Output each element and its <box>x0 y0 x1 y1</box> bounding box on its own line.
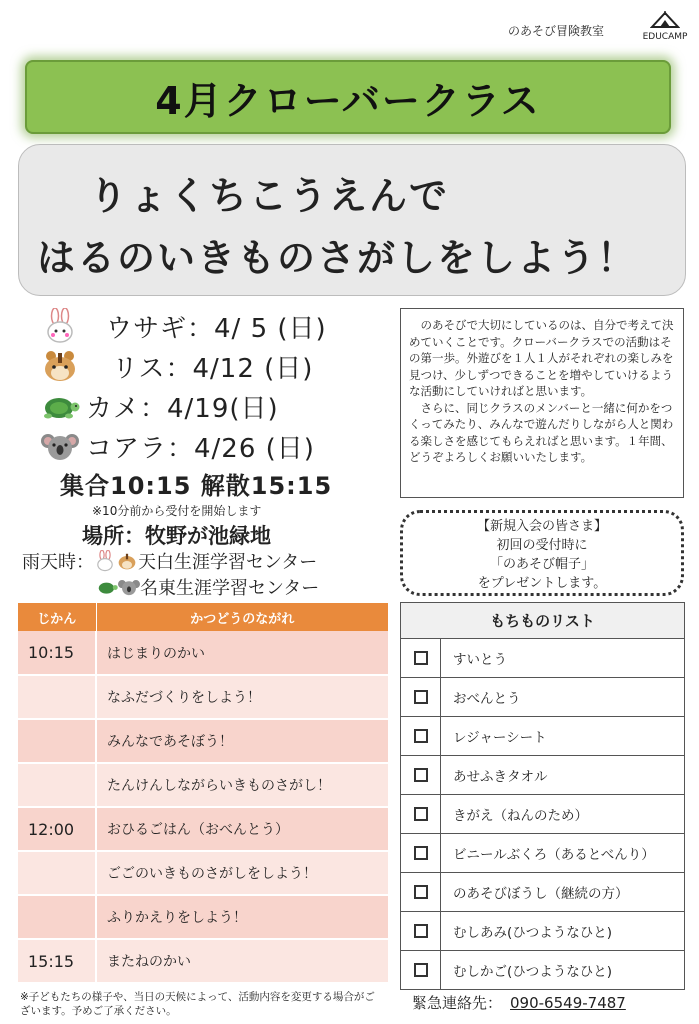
packing-list-item <box>401 834 685 873</box>
schedule-activity: みんなであそぼう！ <box>96 719 388 763</box>
rain-venue-2 <box>96 574 319 600</box>
chipmunk-icon <box>116 550 138 572</box>
item-label: レジャーシート <box>441 717 685 756</box>
headline-line-2: はるのいきものさがしをしよう！ <box>37 236 638 280</box>
koala-icon <box>40 428 80 464</box>
schedule-time <box>18 851 96 895</box>
headline-line-1: りょくちこうえんで <box>89 174 450 218</box>
educamp-logo <box>636 10 694 42</box>
packing-list-item <box>401 951 685 990</box>
schedule-activity: ごごのいきものさがしをしよう！ <box>96 851 388 895</box>
rabbit-icon <box>40 308 80 344</box>
date-text: カメ：4/19(日) <box>86 393 279 424</box>
date-text: コアラ：4/26 (日) <box>86 433 315 464</box>
schedule-row <box>18 675 388 719</box>
emergency-phone-link[interactable]: 090-6549-7487 <box>510 994 626 1012</box>
schedule-row <box>18 719 388 763</box>
intro-paragraph-1: のあそびで大切にしているのは、自分で考えて決めていくことです。クローバークラスでの活動はその第一歩。外遊びを１人１人がそれぞれの楽しみを見つけ、少しずつできることを増やしていけるような活動にしていければと思います。 <box>409 318 674 398</box>
schedule-row <box>18 895 388 939</box>
intro-box <box>400 308 684 498</box>
date-row <box>40 426 380 466</box>
checkbox[interactable] <box>414 690 428 704</box>
packing-list-item <box>401 717 685 756</box>
time-column-header: じかん <box>18 603 96 631</box>
date-text: ウサギ：4/ 5 (日) <box>106 313 327 344</box>
koala-icon <box>118 576 140 598</box>
date-row <box>40 346 380 386</box>
schedule-time <box>18 719 96 763</box>
item-label: きがえ（ねんのため） <box>441 795 685 834</box>
schedule-row <box>18 763 388 807</box>
packing-list-header-row <box>401 603 685 639</box>
schedule-table <box>18 603 388 984</box>
checkbox[interactable] <box>414 729 428 743</box>
chipmunk-icon <box>40 348 80 384</box>
schedule-time <box>18 895 96 939</box>
date-row <box>40 306 380 346</box>
packing-list-item <box>401 639 685 678</box>
intro-paragraph-2: さらに、同じクラスのメンバーと一緒に何かをつくってみたり、みんなで遊んだりしながら人と関わる楽しさを感じてもらえればと思います。１年間、どうぞよろしくお願いいたします。 <box>409 400 674 464</box>
date-text: リス：4/12 (日) <box>112 353 314 384</box>
organizer-name: のあそび冒険教室 <box>508 24 605 38</box>
date-row <box>40 386 380 426</box>
class-title: 4月クローバークラス <box>155 78 541 123</box>
checkbox[interactable] <box>414 651 428 665</box>
schedule-footnote: ※子どもたちの様子や、当日の天候によって、活動内容を変更する場合がございます。予めご了承ください。 <box>20 991 375 1017</box>
packing-list-item <box>401 756 685 795</box>
schedule-time <box>18 675 96 719</box>
item-label: すいとう <box>441 639 685 678</box>
packing-list-item <box>401 873 685 912</box>
emergency-label: 緊急連絡先： <box>412 994 503 1012</box>
schedule-activity: なふだづくりをしよう！ <box>96 675 388 719</box>
rain-label: 雨天時： <box>22 552 94 573</box>
item-label: むしあみ(ひつようなひと) <box>441 912 685 951</box>
emergency-contact <box>412 992 626 1013</box>
schedule-row <box>18 851 388 895</box>
schedule-row <box>18 939 388 983</box>
packing-list-item <box>401 912 685 951</box>
notice-line-3: 「のあそび帽子」 <box>489 557 594 572</box>
schedule-activity: はじまりのかい <box>96 631 388 675</box>
checkbox[interactable] <box>414 885 428 899</box>
rain-center-1: 天白生涯学習センター <box>138 552 318 573</box>
class-title-banner <box>25 60 671 134</box>
rain-center-2: 名東生涯学習センター <box>140 578 320 599</box>
new-member-notice <box>400 510 684 596</box>
reception-note: ※10分前から受付を開始します <box>92 504 262 518</box>
item-label: むしかご(ひつようなひと) <box>441 951 685 990</box>
schedule-row <box>18 807 388 851</box>
packing-list <box>400 602 685 990</box>
packing-list-title: もちものリスト <box>401 603 685 639</box>
schedule-header-row <box>18 603 388 631</box>
schedule-activity: またねのかい <box>96 939 388 983</box>
packing-list-item <box>401 795 685 834</box>
notice-line-2: 初回の受付時に <box>496 538 588 553</box>
schedule-activity: ふりかえりをしよう！ <box>96 895 388 939</box>
rabbit-icon <box>94 550 116 572</box>
meeting-time: 集合10:15 解散15:15 <box>60 472 333 500</box>
brand-name: EDUCAMP <box>642 32 688 42</box>
event-headline <box>18 144 686 296</box>
mountain-logo-icon <box>650 10 680 28</box>
schedule-row <box>18 631 388 675</box>
schedule-time: 15:15 <box>18 939 96 983</box>
checkbox[interactable] <box>414 963 428 977</box>
item-label: あせふきタオル <box>441 756 685 795</box>
item-label: おべんとう <box>441 678 685 717</box>
schedule-time <box>18 763 96 807</box>
schedule-activity: たんけんしながらいきものさがし！ <box>96 763 388 807</box>
checkbox[interactable] <box>414 924 428 938</box>
item-label: のあそびぼうし（継続の方） <box>441 873 685 912</box>
rain-venue-1 <box>22 548 317 574</box>
notice-line-4: をプレゼントします。 <box>477 576 607 591</box>
turtle-icon <box>40 388 80 424</box>
checkbox[interactable] <box>414 768 428 782</box>
activity-column-header: かつどうのながれ <box>96 603 388 631</box>
notice-line-1: 【新規入会の皆さま】 <box>476 519 607 534</box>
checkbox[interactable] <box>414 807 428 821</box>
checkbox[interactable] <box>414 846 428 860</box>
item-label: ビニールぶくろ（あるとべんり） <box>441 834 685 873</box>
turtle-icon <box>96 576 118 598</box>
schedule-time: 10:15 <box>18 631 96 675</box>
schedule-time: 12:00 <box>18 807 96 851</box>
meeting-place: 場所：牧野が池緑地 <box>82 524 271 548</box>
date-list <box>40 306 380 466</box>
schedule-activity: おひるごはん（おべんとう） <box>96 807 388 851</box>
packing-list-item <box>401 678 685 717</box>
